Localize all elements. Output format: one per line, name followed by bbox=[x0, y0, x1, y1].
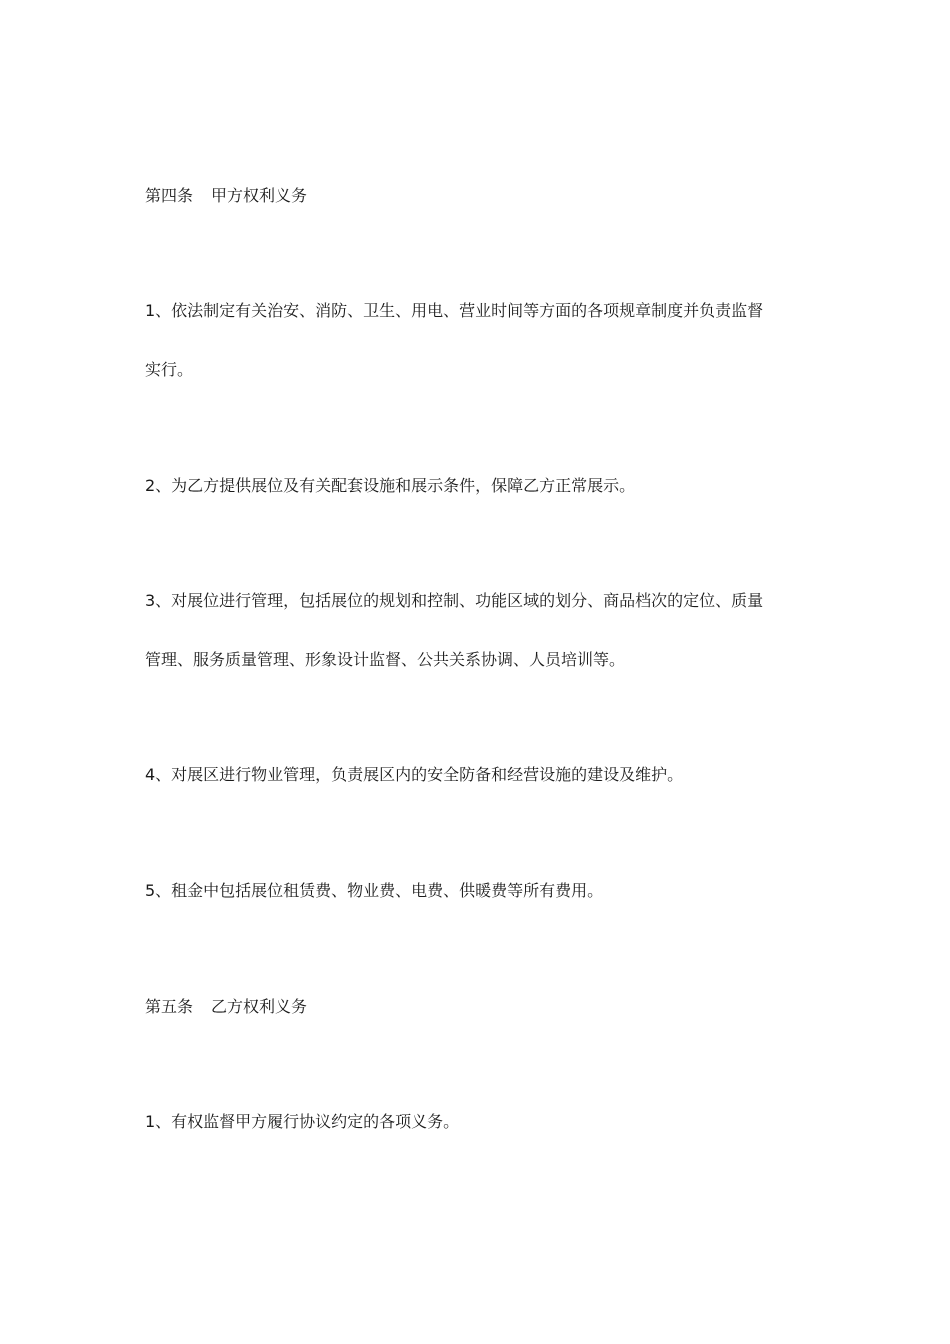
section-heading bbox=[145, 997, 825, 1017]
paragraph-line: 2、为乙方提供展位及有关配套设施和展示条件，保障乙方正常展示。 bbox=[145, 476, 636, 495]
section-heading bbox=[145, 186, 825, 206]
paragraph-line: 实行。 bbox=[145, 360, 194, 379]
section-title: 甲方权利义务 bbox=[211, 186, 308, 205]
paragraph-line: 3、对展位进行管理，包括展位的规划和控制、功能区域的划分、商品档次的定位、质量 bbox=[145, 591, 764, 610]
paragraph-line: 1、依法制定有关治安、消防、卫生、用电、营业时间等方面的各项规章制度并负责监督 bbox=[145, 301, 764, 320]
section-number: 第四条 bbox=[145, 186, 194, 205]
paragraph-line: 管理、服务质量管理、形象设计监督、公共关系协调、人员培训等。 bbox=[145, 650, 626, 669]
paragraph-line: 4、对展区进行物业管理，负责展区内的安全防备和经营设施的建设及维护。 bbox=[145, 765, 684, 784]
paragraph-line: 1、有权监督甲方履行协议约定的各项义务。 bbox=[145, 1112, 460, 1131]
paragraph-line: 5、租金中包括展位租赁费、物业费、电费、供暖费等所有费用。 bbox=[145, 881, 604, 900]
section-title: 乙方权利义务 bbox=[211, 997, 308, 1016]
section-number: 第五条 bbox=[145, 997, 194, 1016]
